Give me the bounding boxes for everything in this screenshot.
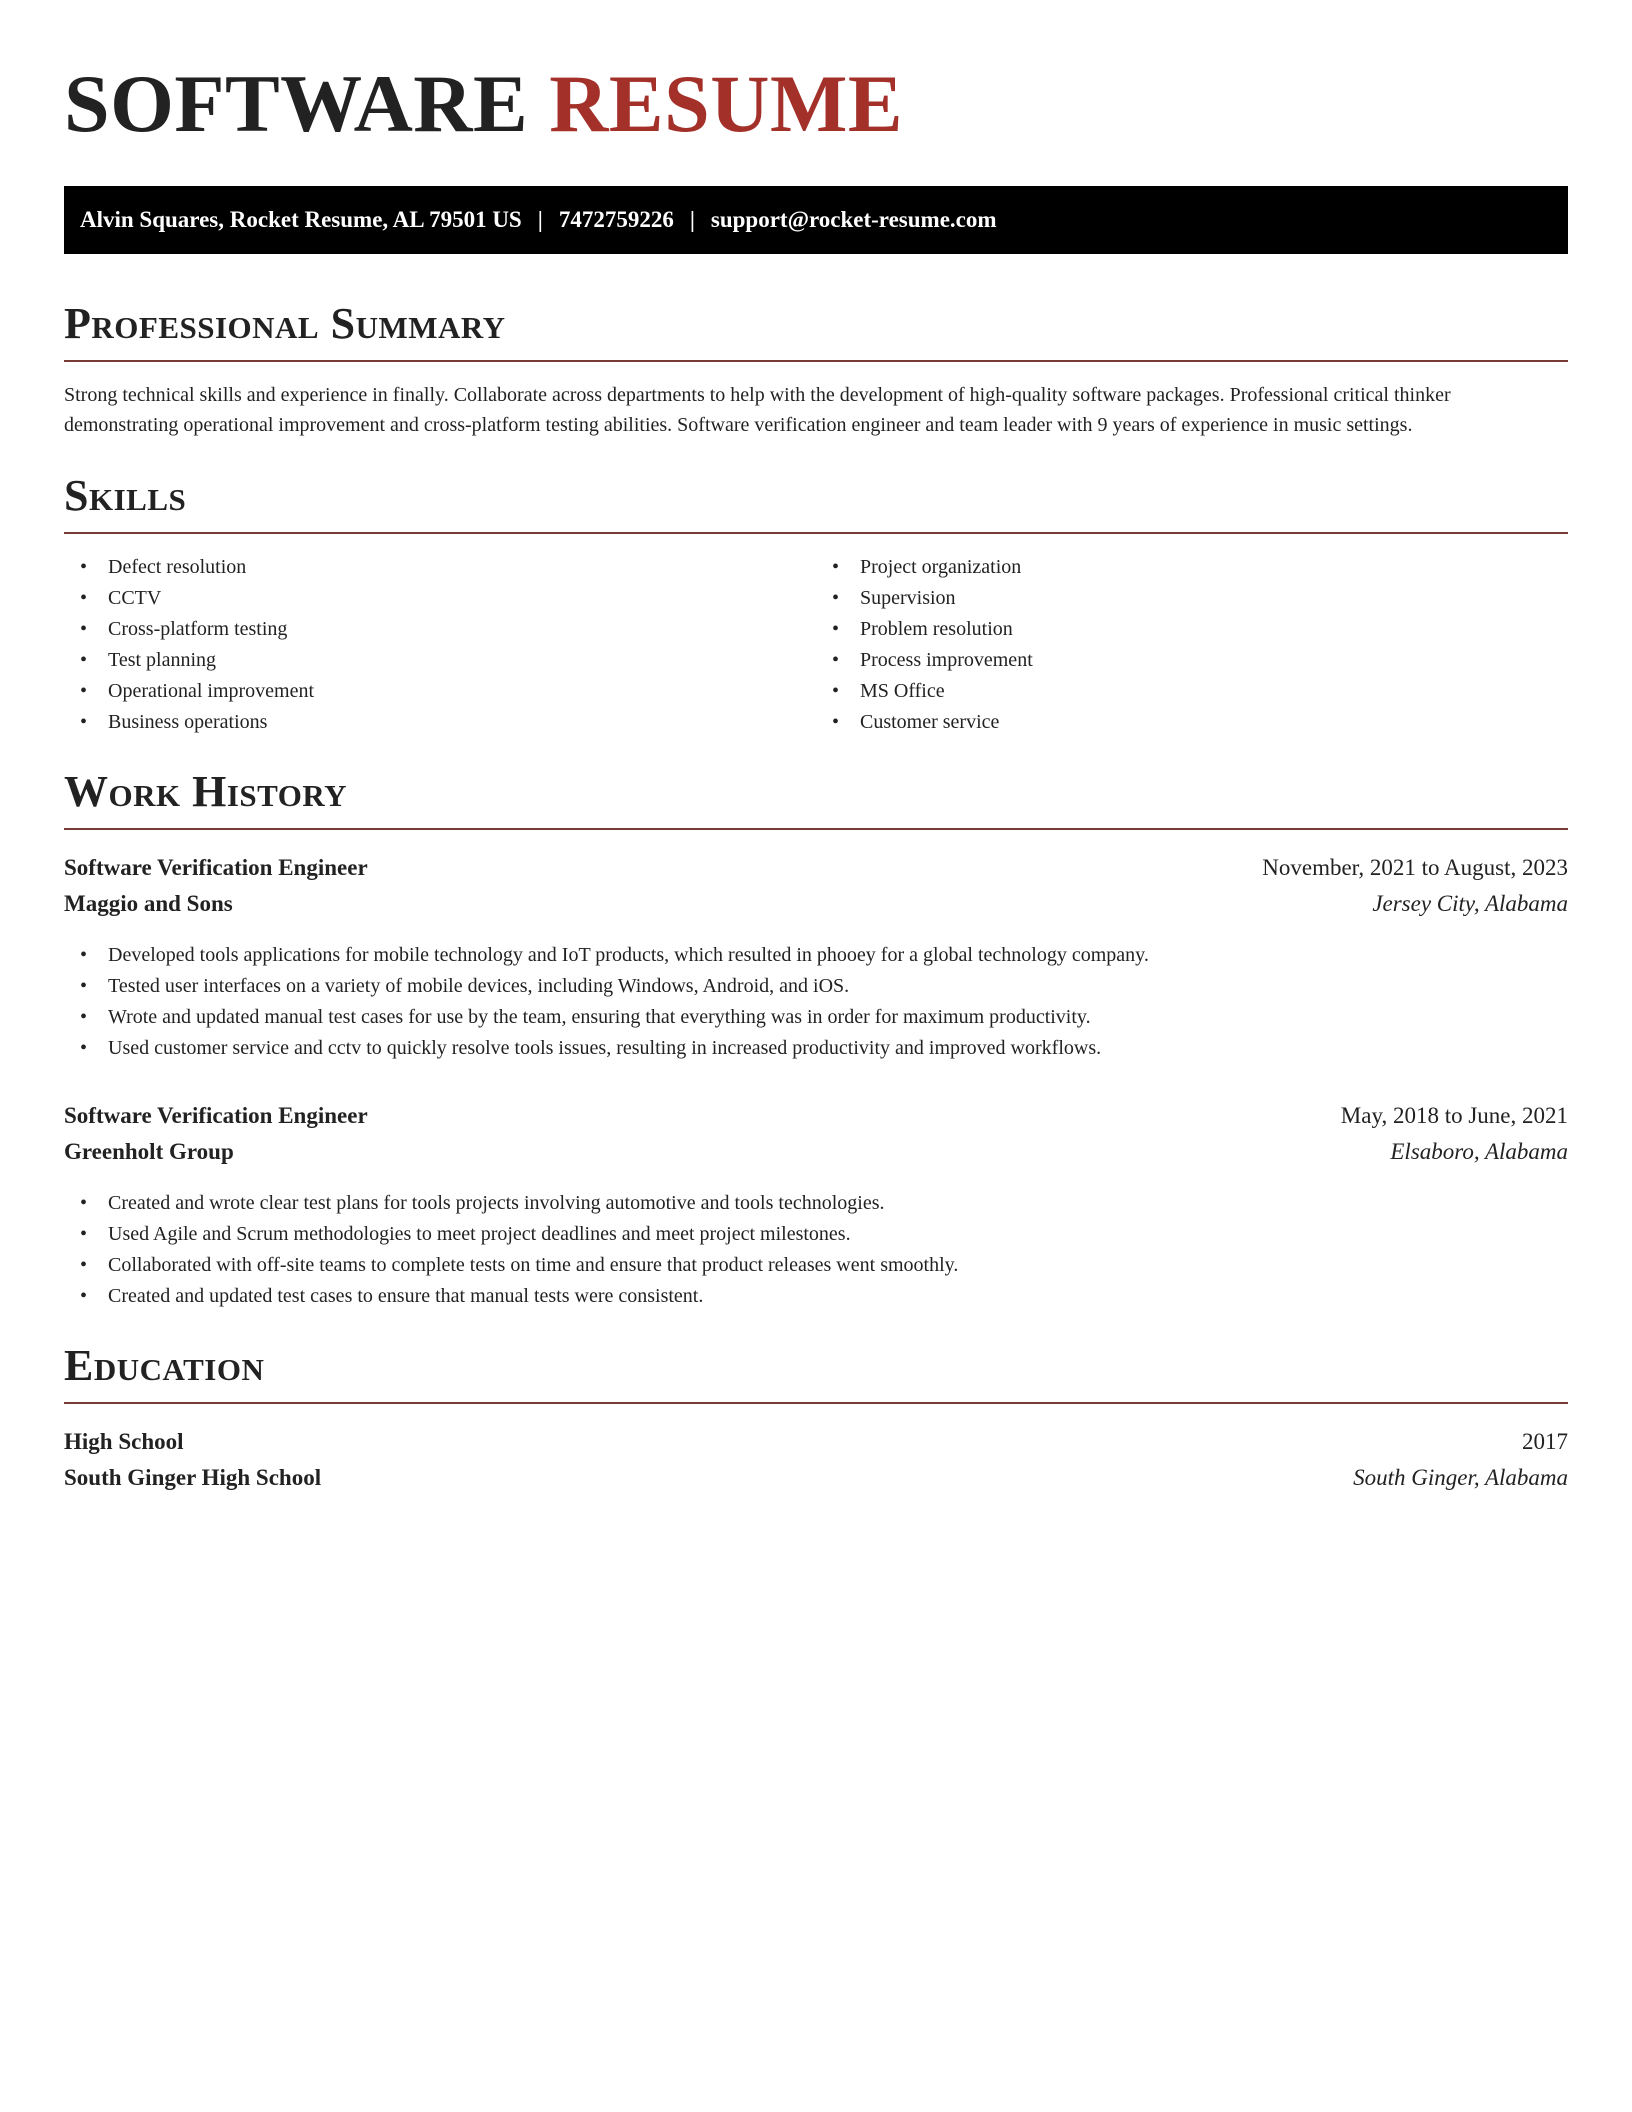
education-entry xyxy=(64,1424,1568,1496)
job-bullets xyxy=(64,940,1568,1064)
section-divider xyxy=(64,360,1568,362)
skill-item: • Cross-platform testing xyxy=(64,614,816,645)
contact-bar xyxy=(64,186,1568,254)
job-company: Maggio and Sons xyxy=(64,891,233,916)
education-school: South Ginger High School xyxy=(64,1465,322,1490)
education-year: 2017 xyxy=(1522,1429,1568,1454)
job-bullet: • Wrote and updated manual test cases for use by the team, ensuring that everything was in order for maximum productivity. xyxy=(64,1002,1568,1033)
job-location: Elsaboro, Alabama xyxy=(1390,1139,1568,1164)
professional-summary-section xyxy=(64,298,1568,440)
work-history-section xyxy=(64,766,1568,1312)
education-location: South Ginger, Alabama xyxy=(1353,1465,1568,1490)
job-bullet: • Created and wrote clear test plans for tools projects involving automotive and tools technologies. xyxy=(64,1188,1568,1219)
summary-text: Strong technical skills and experience in finally. Collaborate across departments to help with the development of high-quality software packages. Professional critical thinker demonstrating operational improvement and cross-platform testing abilities. Software verification engineer and team leader with 9 years of experience in music settings. xyxy=(64,384,1451,436)
skills-section xyxy=(64,470,1568,738)
skills-column-left xyxy=(64,552,816,738)
job-entry xyxy=(64,850,1568,1064)
section-heading-education: Education xyxy=(64,1341,265,1390)
job-header-row xyxy=(64,850,1568,886)
contact-separator: | xyxy=(537,207,543,232)
section-heading-summary: Professional Summary xyxy=(64,299,506,348)
job-entry xyxy=(64,1098,1568,1312)
section-divider xyxy=(64,828,1568,830)
job-bullet: • Tested user interfaces on a variety of mobile devices, including Windows, Android, and iOS. xyxy=(64,971,1568,1002)
job-bullet: • Collaborated with off-site teams to complete tests on time and ensure that product releases went smoothly. xyxy=(64,1250,1568,1281)
skill-item: • Business operations xyxy=(64,707,816,738)
section-heading-work: Work History xyxy=(64,767,348,816)
job-dates: May, 2018 to June, 2021 xyxy=(1340,1103,1568,1128)
skill-item: • Test planning xyxy=(64,645,816,676)
contact-email: support@rocket-resume.com xyxy=(710,207,997,232)
skill-item: • Process improvement xyxy=(816,645,1568,676)
skill-item: • Customer service xyxy=(816,707,1568,738)
job-location: Jersey City, Alabama xyxy=(1372,891,1568,916)
job-bullet: • Used customer service and cctv to quickly resolve tools issues, resulting in increased productivity and improved workflows. xyxy=(64,1033,1568,1064)
skill-item: • Operational improvement xyxy=(64,676,816,707)
education-degree: High School xyxy=(64,1429,184,1454)
section-divider xyxy=(64,532,1568,534)
skill-item: • Supervision xyxy=(816,583,1568,614)
skill-item: • MS Office xyxy=(816,676,1568,707)
skill-item: • CCTV xyxy=(64,583,816,614)
job-title: Software Verification Engineer xyxy=(64,855,368,880)
job-dates: November, 2021 to August, 2023 xyxy=(1262,855,1568,880)
job-bullet: • Used Agile and Scrum methodologies to meet project deadlines and meet project milestones. xyxy=(64,1219,1568,1250)
contact-address: Alvin Squares, Rocket Resume, AL 79501 US xyxy=(80,207,522,232)
job-company-row xyxy=(64,1134,1568,1170)
contact-separator: | xyxy=(689,207,695,232)
job-bullet: • Developed tools applications for mobile technology and IoT products, which resulted in phooey for a global technology company. xyxy=(64,940,1568,971)
skills-grid xyxy=(64,552,1568,738)
education-section xyxy=(64,1340,1568,1496)
title-main: SOFTWARE xyxy=(64,58,529,149)
skill-item: • Defect resolution xyxy=(64,552,816,583)
contact-phone: 7472759226 xyxy=(558,207,674,232)
job-company: Greenholt Group xyxy=(64,1139,234,1164)
job-bullets xyxy=(64,1188,1568,1312)
section-heading-skills: Skills xyxy=(64,471,187,520)
skill-item: • Problem resolution xyxy=(816,614,1568,645)
education-school-row xyxy=(64,1460,1568,1496)
education-degree-row xyxy=(64,1424,1568,1460)
job-title: Software Verification Engineer xyxy=(64,1103,368,1128)
job-header-row xyxy=(64,1098,1568,1134)
skill-item: • Project organization xyxy=(816,552,1568,583)
section-divider xyxy=(64,1402,1568,1404)
job-bullet: • Created and updated test cases to ensure that manual tests were consistent. xyxy=(64,1281,1568,1312)
job-company-row xyxy=(64,886,1568,922)
resume-title xyxy=(64,56,1568,152)
skills-column-right xyxy=(816,552,1568,738)
title-accent: RESUME xyxy=(549,58,904,149)
